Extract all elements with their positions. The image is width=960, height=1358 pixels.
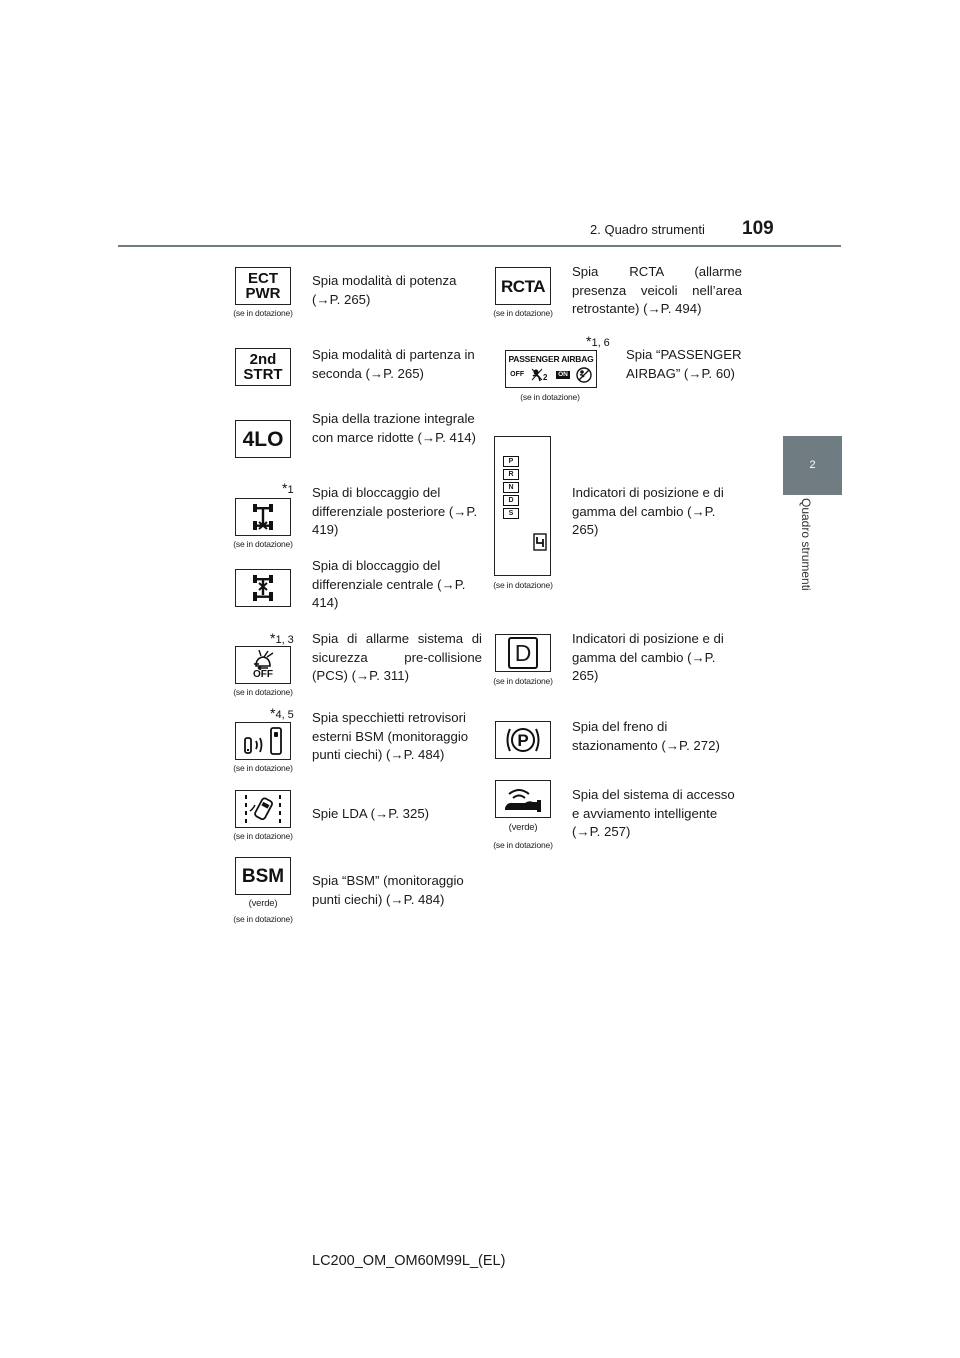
if-equipped-caption: (se in dotazione)	[493, 840, 553, 850]
footnote-marker: *4, 5	[270, 705, 294, 721]
bsm-mirror-description: Spia specchietti retrovisori esterni BSM (monitoraggio punti ciechi) (→P. 484)	[312, 710, 469, 762]
gear-range-icon	[533, 533, 547, 551]
gear-d-icon: D	[495, 634, 551, 672]
gear-position-description: Indicatori di posizione e di gamma del cambio (→P. 265)	[572, 485, 724, 537]
if-equipped-caption: (se in dotazione)	[233, 539, 293, 549]
if-equipped-caption: (se in dotazione)	[520, 392, 580, 402]
gear-p: P	[503, 456, 519, 467]
second-start-icon: 2nd STRT	[235, 348, 291, 386]
chapter-tab: 2	[783, 436, 842, 495]
if-equipped-caption: (se in dotazione)	[493, 676, 553, 686]
passenger-airbag-icon: PASSENGER AIRBAG OFF 2 ON	[505, 350, 597, 388]
pcs-description: Spia di allarme sistema di sicurezza pre-collisione (PCS) (→P. 311)	[312, 631, 482, 683]
green-caption: (verde)	[508, 822, 538, 833]
if-equipped-caption: (se in dotazione)	[233, 763, 293, 773]
smart-key-description: Spia del sistema di accesso e avviamento intelligente (→P. 257)	[572, 787, 735, 839]
rear-diff-lock-icon	[235, 498, 291, 536]
gear-d: D	[503, 495, 519, 506]
footnote-marker: *1, 3	[270, 630, 294, 646]
parking-brake-icon	[495, 721, 551, 759]
rcta-description: Spia RCTA (allarme presenza veicoli nell’area retrostante) (→P. 494)	[572, 264, 742, 316]
green-caption: (verde)	[248, 898, 278, 909]
bsm-icon: BSM	[235, 857, 291, 895]
if-equipped-caption: (se in dotazione)	[493, 308, 553, 318]
footnote-marker: *1	[282, 480, 294, 496]
lda-description: Spie LDA (→P. 325)	[312, 806, 430, 821]
document-code: LC200_OM_OM60M99L_(EL)	[312, 1253, 506, 1269]
pcs-off-icon: OFF	[235, 646, 291, 684]
4lo-icon: 4LO	[235, 420, 291, 458]
if-equipped-caption: (se in dotazione)	[233, 687, 293, 697]
4lo-description: Spia della trazione integrale con marce ridotte (→P. 414)	[312, 411, 476, 445]
if-equipped-caption: (se in dotazione)	[233, 914, 293, 924]
second-start-description: Spia modalità di partenza in seconda (→P. 265)	[312, 347, 475, 381]
gear-r: R	[503, 469, 519, 480]
center-diff-lock-icon	[235, 569, 291, 607]
gear-position-indicator-icon	[494, 436, 551, 576]
ect-pwr-icon: ECT PWR	[235, 267, 291, 305]
footnote-marker: *1, 6	[586, 333, 610, 349]
lda-icon	[235, 790, 291, 828]
bsm-description: Spia “BSM” (monitoraggio punti ciechi) (→P. 484)	[312, 873, 464, 907]
section-title: 2. Quadro strumenti	[590, 222, 705, 237]
svg-text:P: P	[517, 731, 529, 750]
header-rule	[118, 245, 841, 247]
center-diff-lock-description: Spia di bloccaggio del differenziale centrale (→P. 414)	[312, 558, 466, 610]
svg-text:2: 2	[543, 372, 548, 382]
gear-s: S	[503, 508, 519, 519]
rear-diff-lock-description: Spia di bloccaggio del differenziale posteriore (→P. 419)	[312, 485, 478, 537]
rcta-icon: RCTA	[495, 267, 551, 305]
if-equipped-caption: (se in dotazione)	[493, 580, 553, 590]
page-number: 109	[742, 218, 774, 239]
chapter-side-label: Quadro strumenti	[799, 498, 813, 591]
smart-key-icon	[495, 780, 551, 818]
bsm-mirror-icon	[235, 722, 291, 760]
passenger-airbag-description: Spia “PASSENGER AIRBAG” (→P. 60)	[626, 347, 742, 381]
gear-n: N	[503, 482, 519, 493]
if-equipped-caption: (se in dotazione)	[233, 308, 293, 318]
if-equipped-caption: (se in dotazione)	[233, 831, 293, 841]
ect-pwr-description: Spia modalità di potenza (→P. 265)	[312, 273, 457, 307]
parking-brake-description: Spia del freno di stazionamento (→P. 272)	[572, 719, 720, 753]
gear-d-description: Indicatori di posizione e di gamma del cambio (→P. 265)	[572, 631, 724, 683]
